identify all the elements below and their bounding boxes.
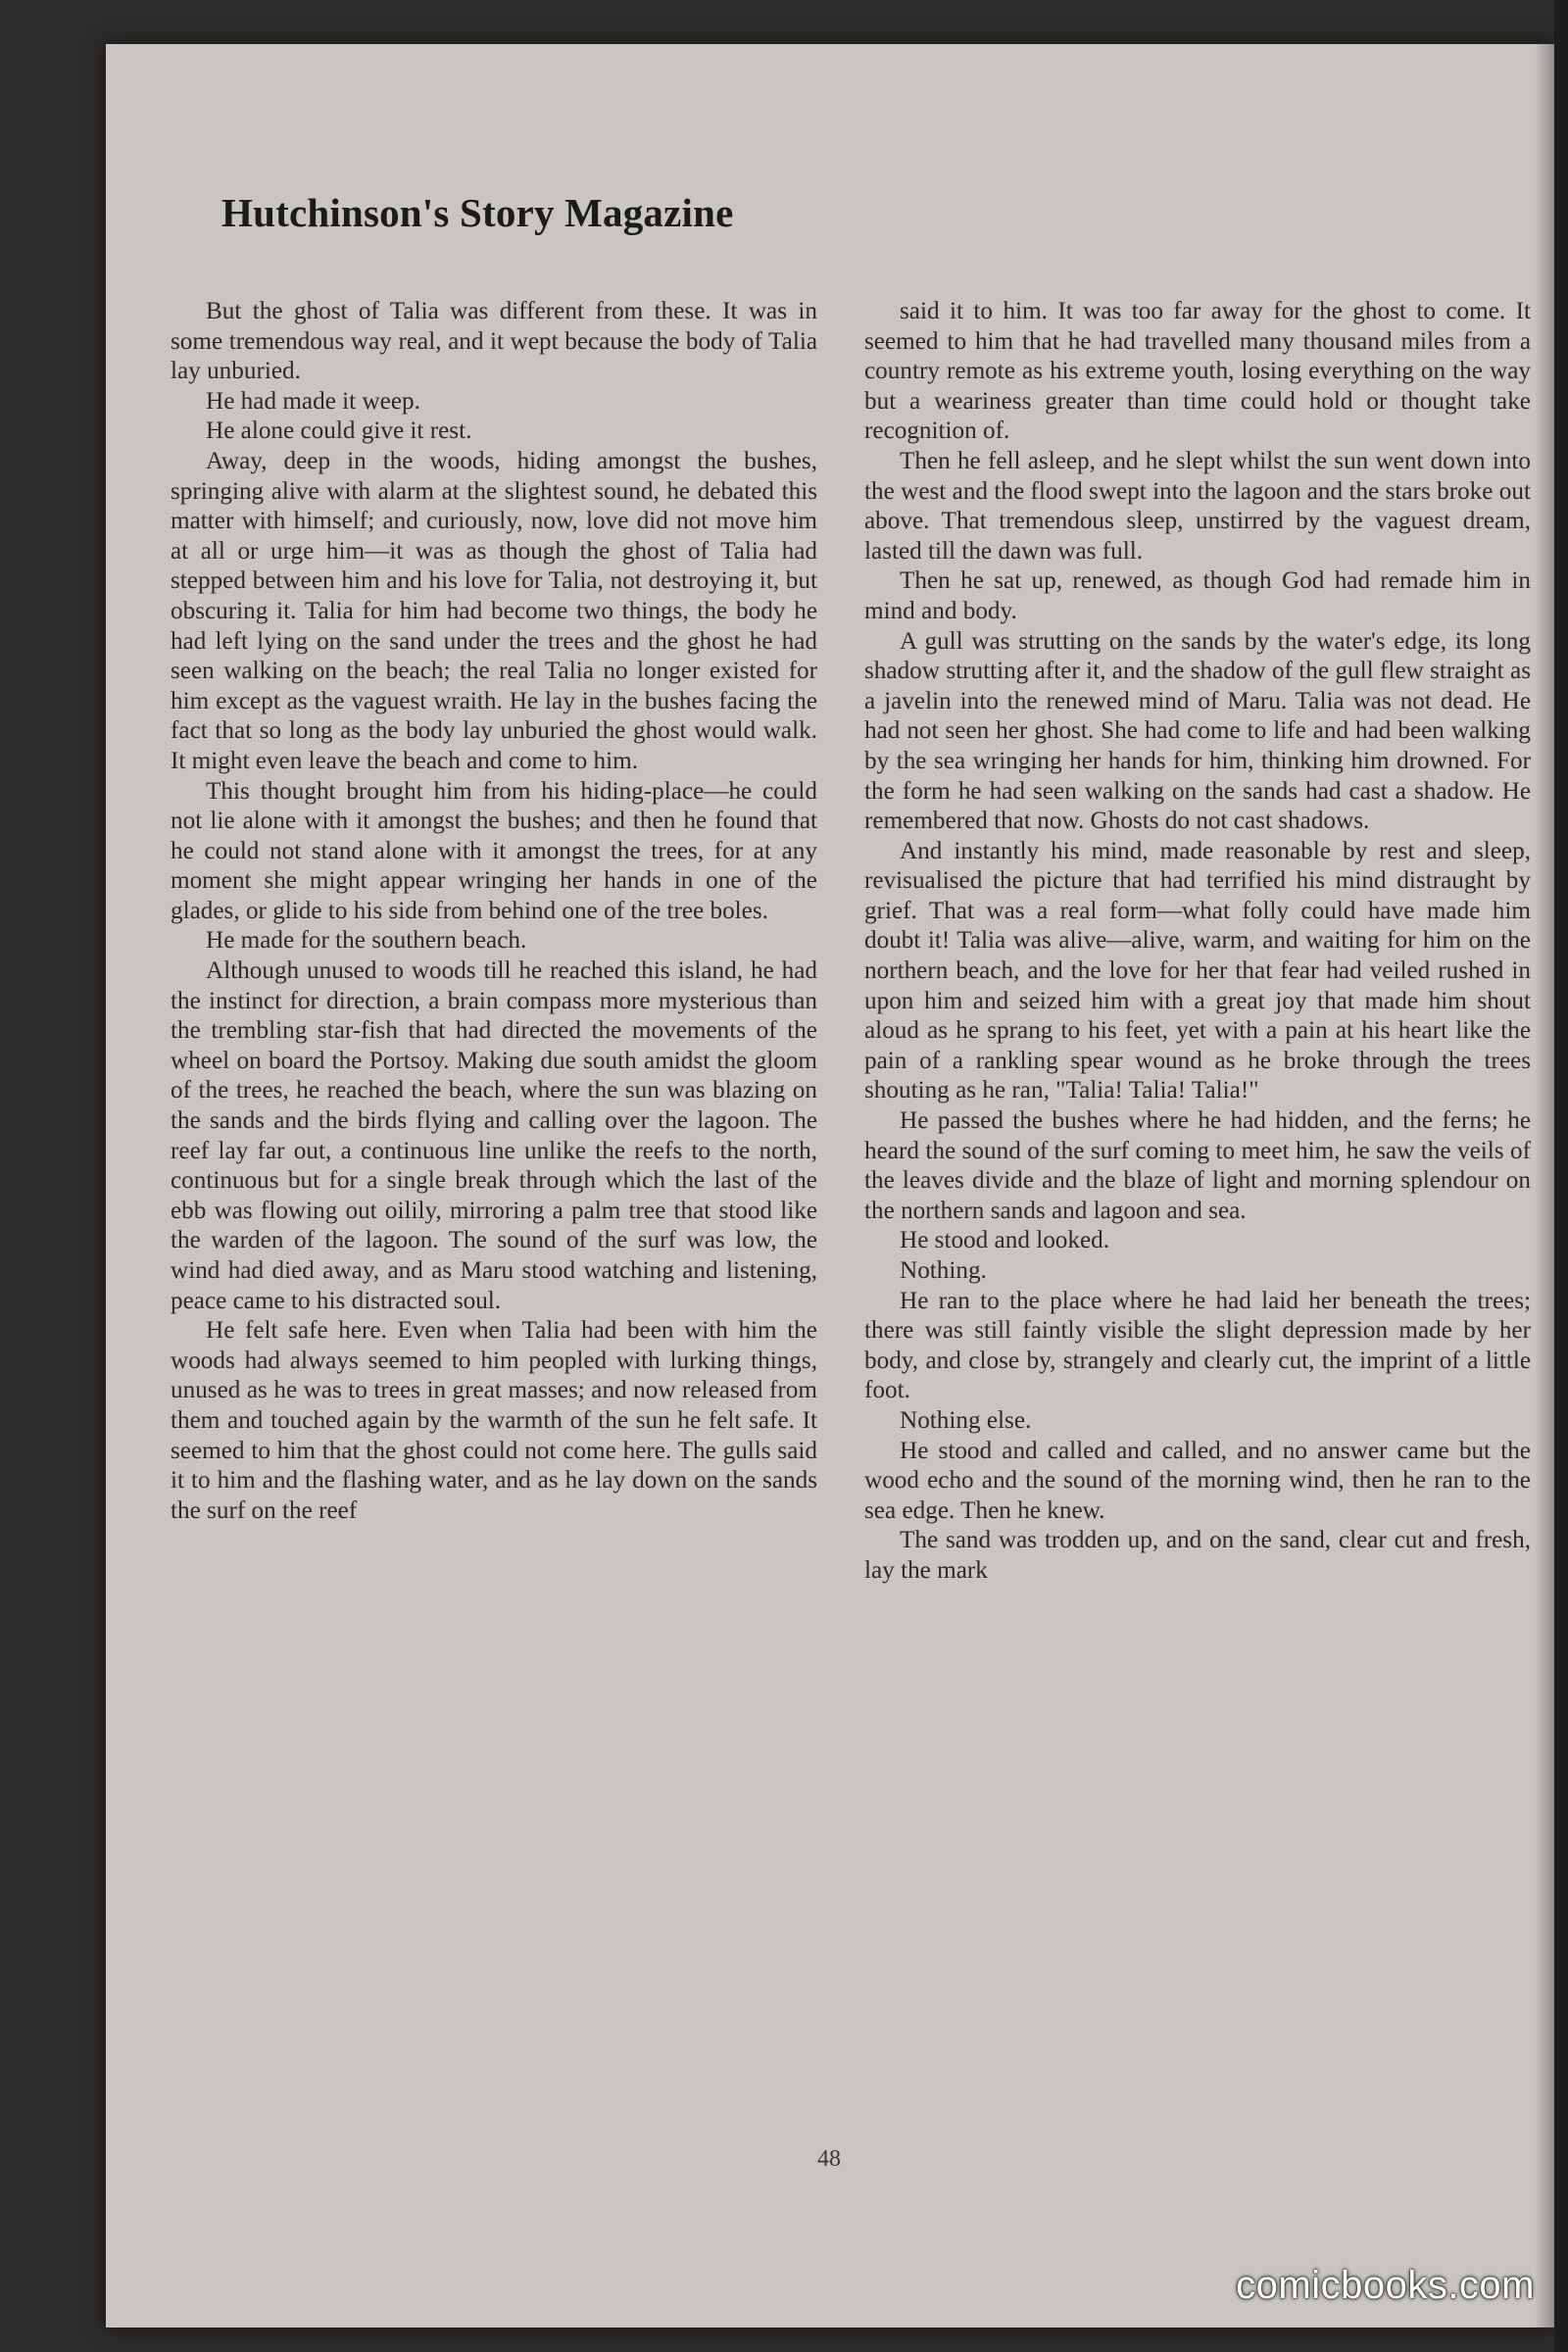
left-text-column [171, 297, 817, 1526]
paragraph: He passed the bushes where he had hidden, and the ferns; he heard the sound of the surf coming to meet him, he saw the veils of the leaves divide and the blaze of light and morning splendour on the northern sands and lagoon and sea. [864, 1107, 1531, 1224]
page-number: 48 [817, 2146, 841, 2172]
paragraph: Nothing. [900, 1257, 987, 1284]
paragraph: A gull was strutting on the sands by the water's edge, its long shadow strutting after it, and the shadow of the gull flew straight as a javelin into the renewed mind of Maru. Talia was not dead. He had not seen her ghost. She had come to life and had been walking by the sea wringing her hands for him, thinking him drowned. For the form he had seen walking on the sands had cast a shadow. He remembered that now. Ghosts do not cast shadows. [864, 627, 1531, 835]
paragraph: He ran to the place where he had laid her beneath the trees; there was still faintly visible the slight depression made by her body, and close by, strangely and clearly cut, the imprint of a little foot. [864, 1287, 1531, 1404]
paragraph: Then he fell asleep, and he slept whilst the sun went down into the west and the flood swept into the lagoon and the stars broke out above. That tremendous sleep, unstirred by the vaguest dream, lasted till the dawn was full. [864, 447, 1531, 564]
paragraph: He stood and looked. [900, 1227, 1110, 1254]
watermark: comicbooks.com [1236, 2264, 1535, 2307]
paragraph: He alone could give it rest. [206, 417, 472, 445]
paragraph: Although unused to woods till he reached this island, he had the instinct for direction, a brain compass more mysterious than the trembling star-fish that had directed the movements of the wheel on board the Portsoy. Making due south amidst the gloom of the trees, he reached the beach, where the sun was blazing on the sands and the birds flying and calling over the lagoon. The reef lay far out, a continuous line unlike the reefs to the north, continuous but for a single break through which the last of the ebb was flowing out oilily, mirroring a palm tree that stood like the warden of the lagoon. The sound of the surf was low, the wind had died away, and as Maru stood watching and listening, peace came to his distracted soul. [171, 957, 817, 1314]
magazine-title: Hutchinson's Story Magazine [221, 190, 734, 235]
right-text-column [864, 297, 1531, 1587]
paragraph: He had made it weep. [206, 387, 420, 415]
paragraph: He made for the southern beach. [206, 927, 527, 955]
paragraph: said it to him. It was too far away for the ghost to come. It seemed to him that he had travelled many thousand miles from a country remote as his extreme youth, losing everything on the way but a weariness greater than time could hold or thought take recognition of. [864, 298, 1531, 445]
magazine-page [106, 44, 1558, 2328]
paragraph: This thought brought him from his hiding-place—he could not lie alone with it amongst the bushes; and then he found that he could not stand alone with it amongst the trees, for at any moment she might appear wringing her hands in one of the glades, or glide to his side from behind one of the tree boles. [171, 777, 817, 924]
paragraph: And instantly his mind, made reasonable by rest and sleep, revisualised the picture that had terrified his mind distraught by grief. That was a real form—what folly could have made him doubt it! Talia was alive—alive, warm, and waiting for him on the northern beach, and the love for her that fear had veiled rushed in upon him and seized him with a great joy that made him shout aloud as he sprang to his feet, yet with a pain at his heart like the pain of a rankling spear wound as he broke through the trees shouting as he ran, "Talia! Talia! Talia!" [864, 837, 1531, 1104]
paragraph: Nothing else. [900, 1406, 1032, 1434]
paragraph: But the ghost of Talia was different from these. It was in some tremendous way real, and it wept because the body of Talia lay unburied. [171, 298, 817, 385]
paragraph: Away, deep in the woods, hiding amongst the bushes, springing alive with alarm at the slightest sound, he debated this matter with himself; and curiously, now, love did not move him at all or urge him—it was as though the ghost of Talia had stepped between him and his love for Talia, not destroying it, but obscuring it. Talia for him had become two things, the body he had left lying on the sand under the trees and the ghost he had seen walking on the beach; the real Talia no longer existed for him except as the vaguest wraith. He lay in the bushes facing the fact that so long as the body lay unburied the ghost would walk. It might even leave the beach and come to him. [171, 447, 817, 774]
paragraph: He stood and called and called, and no answer came but the wood echo and the sound of the morning wind, then he ran to the sea edge. Then he knew. [864, 1437, 1531, 1524]
book-spine-edge [1554, 0, 1568, 2352]
paragraph: Then he sat up, renewed, as though God had remade him in mind and body. [864, 567, 1531, 624]
paragraph: The sand was trodden up, and on the sand, clear cut and fresh, lay the mark [864, 1527, 1531, 1584]
paragraph: He felt safe here. Even when Talia had been with him the woods had always seemed to him peopled with lurking things, unused as he was to trees in great masses; and now released from them and touched again by the warmth of the sun he felt safe. It seemed to him that the ghost could not come here. The gulls said it to him and the flashing water, and as he lay down on the sands the surf on the reef [171, 1317, 817, 1524]
